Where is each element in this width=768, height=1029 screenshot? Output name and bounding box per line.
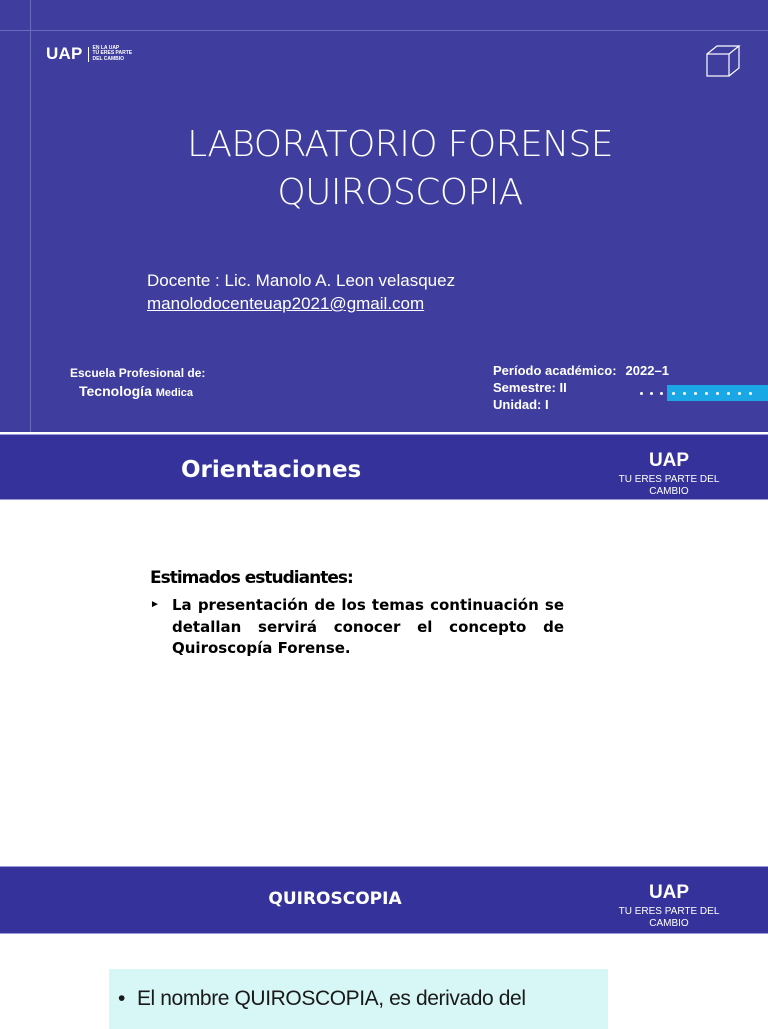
- logo-tagline-2: TÚ ERES PARTE: [92, 50, 133, 57]
- uap-tagline: TU ERES PARTE DEL CAMBIO: [618, 474, 720, 497]
- uap-brand-text: UAP: [648, 882, 690, 903]
- title-slide: [0, 0, 768, 432]
- bullet-dot-icon: •: [118, 987, 125, 1010]
- orientaciones-banner: [0, 434, 768, 500]
- docente-email-link[interactable]: manolodocenteuap2021@gmail.com: [147, 294, 425, 313]
- banner-title: QUIROSCOPIA: [268, 889, 402, 909]
- docente-name: Docente : Lic. Manolo A. Leon velasquez: [147, 271, 456, 290]
- logo-brand: UAP: [46, 44, 83, 63]
- decorative-dots: [636, 385, 768, 401]
- uap-tagline: TU ERES PARTE DEL CAMBIO: [618, 906, 720, 929]
- orientaciones-content: [150, 568, 570, 660]
- docente-block: [147, 269, 455, 315]
- semestre-label: Semestre: II: [493, 380, 567, 395]
- programa-main: Tecnología: [79, 383, 152, 399]
- logo-divider: [88, 47, 89, 62]
- definition-text: El nombre QUIROSCOPIA, es derivado del: [136, 987, 526, 1010]
- escuela-label: Escuela Profesional de:: [70, 366, 206, 380]
- content-heading: Estimados estudiantes:: [150, 568, 353, 588]
- bullet-text: La presentación de los temas continuación se detallan servirá conocer el concepto de Quiroscopía Forense.: [172, 596, 564, 657]
- arrow-bullet-icon: ►: [150, 599, 160, 610]
- logo-tagline-3: DEL CAMBIO: [92, 55, 125, 62]
- slide-title: [0, 121, 768, 217]
- logo-tagline-1: EN LA UAP: [92, 44, 120, 51]
- escuela-block: [70, 366, 205, 399]
- cube-icon: [705, 44, 741, 78]
- banner-title: Orientaciones: [181, 457, 362, 483]
- logo-tagline: [93, 46, 133, 63]
- guide-line-horizontal: [0, 30, 768, 31]
- definition-line: [118, 987, 526, 1011]
- uap-brand-text: UAP: [648, 450, 690, 471]
- programa-name: [79, 383, 205, 399]
- quiroscopia-banner: [0, 866, 768, 934]
- title-line-2: QUIROSCOPIA: [277, 172, 523, 213]
- programa-sub: Medica: [155, 387, 194, 399]
- title-line-1: LABORATORIO FORENSE: [187, 124, 613, 165]
- definition-box: [109, 969, 608, 1029]
- periodo-label: Período académico:: [493, 363, 617, 378]
- periodo-value: 2022–1: [625, 363, 669, 378]
- uap-brand: [601, 882, 737, 930]
- uap-brand: [601, 450, 737, 498]
- uap-logo: [46, 44, 132, 64]
- list-item: [150, 595, 570, 660]
- unidad-label: Unidad: I: [493, 397, 549, 412]
